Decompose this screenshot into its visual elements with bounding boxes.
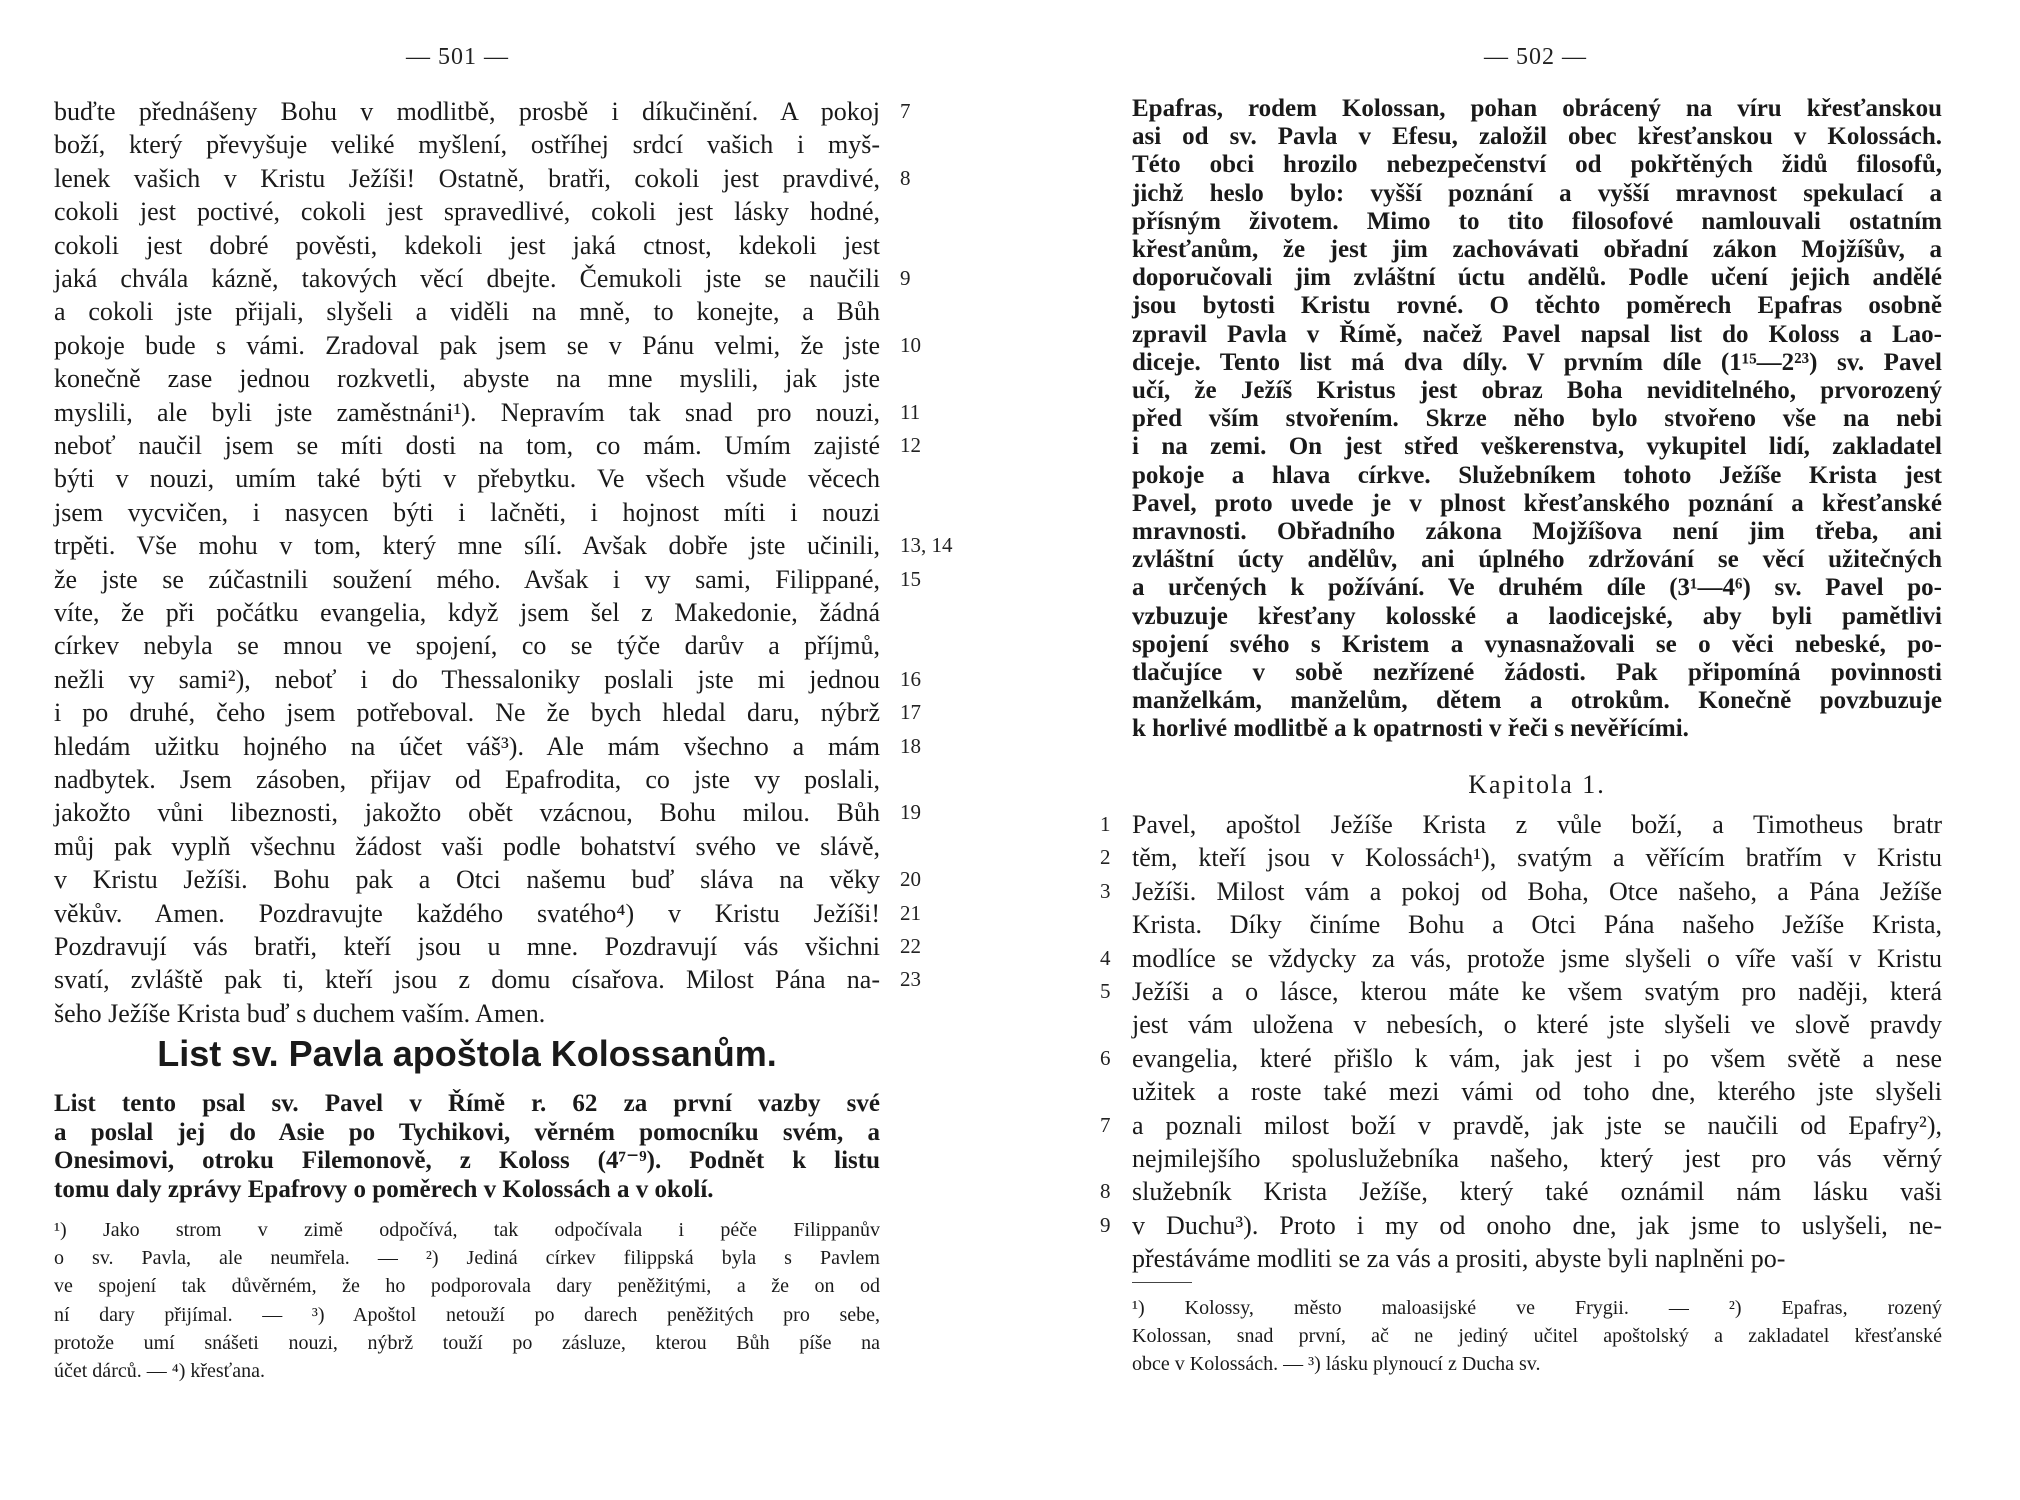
page-number-502: — 502 — — [1484, 44, 1587, 70]
text-line — [54, 496, 880, 529]
preface-line — [1132, 236, 1942, 264]
text-line — [54, 195, 880, 228]
text-line — [54, 997, 880, 1030]
text-line-text: Ježíši a o lásce, kterou máte ke všem svatým pro naději, která — [1132, 977, 1942, 1006]
verse-number: 19 — [900, 800, 921, 825]
text-line — [1132, 1175, 1942, 1208]
page-number-501: — 501 — — [406, 44, 509, 70]
text-line — [54, 663, 880, 696]
epistle-heading: List sv. Pavla apoštola Kolossanům. — [157, 1033, 777, 1074]
text-line — [1132, 1242, 1942, 1275]
verse-number: 11 — [900, 399, 921, 424]
preface-line-text: zvláštní úcty andělův, ani úplného zdržování se věcí užitečných — [1132, 546, 1942, 574]
text-line — [54, 262, 880, 295]
preface-line — [1132, 180, 1942, 208]
preface-line-text: vzbuzuje křesťany kolosské a laodicejské, aby byli pamětlivi — [1132, 602, 1942, 630]
text-line — [54, 162, 880, 195]
text-line-text: svatí, zvláště pak ti, kteří jsou z domu císařova. Milost Pána na- — [54, 965, 880, 995]
verse-number: 13, 14 — [900, 533, 953, 558]
verse-number: 8 — [1100, 1179, 1111, 1204]
text-line-text: býti v nouzi, umím také býti v přebytku. Ve všech všude věcech — [54, 464, 880, 494]
text-line-text: myslili, ale byli jste zaměstnáni¹). Nepravím tak snad pro nouzi, — [54, 397, 880, 427]
footnote-line-text: ¹) Jako strom v zimě odpočívá, tak odpočívala i péče Filippanův — [54, 1219, 880, 1241]
verse-number: 15 — [900, 566, 921, 591]
preface-line — [1132, 574, 1942, 602]
preface-line — [1132, 264, 1942, 292]
text-line — [54, 830, 880, 863]
text-line-text: že jste se zúčastnili soužení mého. Avšak i vy sami, Filippané, — [54, 564, 880, 594]
text-line-text: i po druhé, čeho jsem potřeboval. Ne že bych hledal daru, nýbrž — [54, 698, 880, 728]
footnote-separator — [1132, 1282, 1192, 1283]
text-line-text: cokoli jest poctivé, cokoli jest spravedlivé, cokoli jest lásky hodné, — [54, 197, 880, 227]
text-line — [54, 329, 880, 362]
preface-line — [1132, 321, 1942, 349]
footnote-line-text: ¹) Kolossy, město maloasijské ve Frygii. — ²) Epafras, rozený — [1132, 1297, 1942, 1319]
text-line-text: Pozdravují vás bratři, kteří jsou u mne. Pozdravují vás všichni — [54, 932, 880, 961]
text-line — [54, 696, 880, 729]
text-line-text: užitek a roste také mezi vámi od toho dne, kterého jste slyšeli — [1132, 1077, 1942, 1107]
preface-line-text: asi od sv. Pavla v Efesu, založil obec křesťanskou v Kolossách. — [1132, 123, 1942, 151]
footnote-line — [1132, 1323, 1942, 1350]
preface-line — [1132, 151, 1942, 179]
preface-line-text: jichž heslo bylo: vyšší poznání a vyšší mravnost spekulací a — [1132, 179, 1942, 207]
preface-line — [1132, 462, 1942, 490]
preface-line — [1132, 518, 1942, 546]
verse-number: 12 — [900, 433, 921, 457]
intro-line — [54, 1090, 880, 1118]
verse-number: 23 — [900, 967, 921, 992]
text-line-text: těm, kteří jsou v Kolossách¹), svatým a věřícím bratřím v Kristu — [1132, 843, 1942, 873]
intro-line-text: List tento psal sv. Pavel v Římě r. 62 za první vazby své — [54, 1090, 880, 1117]
intro-line — [54, 1119, 880, 1147]
footnote-line-text: o sv. Pavla, ale neumřela. — ²) Jediná církev filippská byla s Pavlem — [54, 1247, 880, 1270]
verse-number: 7 — [1100, 1112, 1111, 1137]
preface-line-text: a určených k požívání. Ve druhém díle (3¹—4⁶) sv. Pavel po- — [1132, 574, 1942, 602]
text-line-text: služebník Krista Ježíše, který také oznámil nám lásku vaši — [1132, 1177, 1942, 1207]
text-line — [1132, 1075, 1942, 1108]
text-line — [1132, 1142, 1942, 1175]
verse-number: 10 — [900, 332, 921, 357]
text-line — [54, 596, 880, 629]
preface-line — [1132, 405, 1942, 433]
text-line-text: pokoje bude s vámi. Zradoval pak jsem se v Pánu velmi, že jste — [54, 330, 880, 360]
preface-line — [1132, 490, 1942, 518]
text-line — [1132, 1042, 1942, 1075]
footnote-line — [1132, 1351, 1942, 1378]
intro-line-text: tomu daly zprávy Epafrovy o poměrech v Kolossách a v okolí. — [54, 1175, 714, 1203]
text-line-text: šeho Ježíše Krista buď s duchem vaším. Amen. — [54, 998, 546, 1028]
footnote-line — [54, 1245, 880, 1272]
intro-line — [54, 1147, 880, 1175]
text-line-text: Ježíši. Milost vám a pokoj od Boha, Otce našeho, a Pána Ježíše — [1132, 876, 1942, 906]
preface-line-text: zpravil Pavla v Římě, načež Pavel napsal list do Koloss a Lao- — [1132, 320, 1942, 348]
preface-line-text: jsou bytosti Kristu rovné. O těchto poměrech Epafras osobně — [1132, 292, 1942, 320]
verse-number: 3 — [1100, 878, 1111, 903]
preface-line-text: Pavel, proto uvede je v plnost křesťanského poznání a křesťanské — [1132, 489, 1942, 517]
verse-number: 17 — [900, 700, 921, 725]
footnote-line — [54, 1273, 880, 1300]
text-line-text: můj pak vyplň všechnu žádost vaši podle bohatství svého ve slávě, — [54, 831, 880, 861]
text-line-text: trpěti. Vše mohu v tom, který mne sílí. Avšak dobře jste učinili, — [54, 531, 880, 561]
preface-line-text: manželkám, manželům, dětem a otrokům. Konečně povzbuzuje — [1132, 687, 1942, 715]
text-line-text: nadbytek. Jsem zásoben, přijav od Epafrodita, co jste vy poslali, — [54, 765, 880, 794]
preface-line-text: doporučovali jim zvláštní úctu andělů. Podle učení jejich andělé — [1132, 264, 1942, 292]
preface-line — [1132, 715, 1942, 743]
text-line — [1132, 942, 1942, 975]
preface-line — [1132, 377, 1942, 405]
verse-number: 7 — [900, 99, 911, 123]
preface-line-text: mravnosti. Obřadního zákona Mojžíšova není jim třeba, ani — [1132, 518, 1942, 545]
footnote-line-text: ní dary přijímal. — ³) Apoštol netouží po darech peněžitých pro sebe, — [54, 1303, 880, 1326]
text-line — [54, 897, 880, 930]
text-line-text: neboť naučil jsem se míti dosti na tom, co mám. Umím zajisté — [54, 431, 880, 460]
preface-line-text: k horlivé modlitbě a k opatrnosti v řeči s nevěřícími. — [1132, 715, 1689, 743]
text-line — [1132, 908, 1942, 941]
text-line — [54, 229, 880, 262]
text-line-text: jest vám uložena v nebesích, o které jste slyšeli ve slově pravdy — [1132, 1010, 1942, 1040]
footnote-line-text: protože umí snášeti nouzi, nýbrž touží po zásluze, kterou Bůh píše na — [54, 1331, 880, 1354]
text-line — [54, 963, 880, 996]
preface-line-text: Této obci hrozilo nebezpečenství od pokřtěných židů filosofů, — [1132, 151, 1942, 179]
text-line-text: v Duchu³). Proto i my od onoho dne, jak jsme to uslyšeli, ne- — [1132, 1210, 1942, 1240]
text-line-text: hledám užitku hojného na účet váš³). Ale mám všechno a mám — [54, 731, 880, 761]
verse-number: 6 — [1100, 1045, 1111, 1070]
preface-line — [1132, 659, 1942, 687]
preface-line-text: před vším stvořením. Skrze něho bylo stvořeno vše na nebi — [1132, 405, 1942, 433]
text-line — [54, 429, 880, 462]
verse-number: 16 — [900, 666, 921, 691]
text-line — [1132, 1109, 1942, 1142]
text-line — [54, 462, 880, 495]
preface-line-text: přísným životem. Mimo to tito filosofové namlouvali ostatním — [1132, 207, 1942, 235]
intro-line-text: Onesimovi, otroku Filemonově, z Koloss (4⁷⁻⁹). Podnět k listu — [54, 1147, 880, 1174]
text-line-text: jsem vycvičen, i nasycen býti i lačněti, i hojnost míti i nouzi — [54, 497, 880, 527]
footnote-line — [54, 1217, 880, 1244]
text-line — [1132, 975, 1942, 1008]
verse-number: 8 — [900, 165, 911, 190]
intro-line-text: a poslal jej do Asie po Tychikovi, věrném pomocníku svém, a — [54, 1118, 880, 1146]
text-line-text: konečně zase jednou rozkvetli, abyste na mne myslili, jak jste — [54, 364, 880, 394]
preface-line-text: křesťanům, že jest jim zachovávati obřadní zákon Mojžíšův, a — [1132, 236, 1942, 263]
text-line-text: v Kristu Ježíši. Bohu pak a Otci našemu buď sláva na věky — [54, 865, 880, 895]
text-line — [54, 128, 880, 161]
text-line-text: a poznali milost boží v pravdě, jak jste se naučili od Epafry²), — [1132, 1110, 1942, 1140]
text-line — [54, 529, 880, 562]
footnote-line-text: obce v Kolossách. — ³) lásku plynoucí z Ducha sv. — [1132, 1353, 1541, 1375]
text-line-text: modlíce se vždycky za vás, protože jsme slyšeli o víře vaší v Kristu — [1132, 943, 1942, 973]
text-line — [54, 629, 880, 662]
verse-number: 9 — [1100, 1212, 1111, 1237]
preface-line — [1132, 546, 1942, 574]
text-line-text: věkův. Amen. Pozdravujte každého svatého⁴) v Kristu Ježíši! — [54, 898, 880, 928]
verse-number: 4 — [1100, 945, 1111, 970]
text-line-text: nejmilejšího spoluslužebníka našeho, který jest pro vás věrný — [1132, 1144, 1942, 1173]
text-line-text: buďte přednášeny Bohu v modlitbě, prosbě i díkučinění. A pokoj — [54, 97, 880, 126]
verse-number: 21 — [900, 900, 921, 925]
verse-number: 5 — [1100, 979, 1111, 1003]
text-line-text: jaká chvála kázně, takových věcí dbejte. Čemukoli jste se naučili — [54, 264, 880, 293]
text-line — [54, 362, 880, 395]
preface-line — [1132, 349, 1942, 377]
text-line-text: boží, který převyšuje veliké myšlení, ostříhej srdcí vašich i myš- — [54, 130, 880, 160]
text-line — [54, 396, 880, 429]
preface-line-text: učí, že Ježíš Kristus jest obraz Boha neviditelného, prvorozený — [1132, 377, 1942, 404]
text-line — [1132, 875, 1942, 908]
text-line — [54, 796, 880, 829]
verse-number: 2 — [1100, 845, 1111, 870]
intro-line — [54, 1176, 880, 1204]
preface-line-text: tlačujíce v sobě nezřízené žádosti. Pak připomíná povinnosti — [1132, 659, 1942, 686]
verse-number: 22 — [900, 934, 921, 958]
text-line — [54, 863, 880, 896]
preface-line — [1132, 95, 1942, 123]
verse-number: 9 — [900, 266, 911, 290]
preface-line — [1132, 433, 1942, 461]
text-line — [1132, 841, 1942, 874]
chapter-title: Kapitola 1. — [1468, 770, 1606, 799]
preface-line — [1132, 603, 1942, 631]
text-line — [1132, 1209, 1942, 1242]
preface-line — [1132, 292, 1942, 320]
verse-number: 1 — [1100, 812, 1111, 836]
verse-number: 20 — [900, 867, 921, 892]
text-line-text: jakožto vůni libeznosti, jakožto obět vzácnou, Bohu milou. Bůh — [54, 798, 880, 828]
footnote-line-text: ve spojení tak důvěrném, že ho podporovala dary peněžitými, a že on od — [54, 1275, 880, 1298]
footnote-line — [54, 1358, 880, 1385]
preface-line — [1132, 631, 1942, 659]
footnote-line — [54, 1330, 880, 1357]
text-line-text: přestáváme modliti se za vás a prositi, abyste byli naplněni po- — [1132, 1244, 1786, 1274]
text-line — [54, 95, 880, 128]
text-line-text: Pavel, apoštol Ježíše Krista z vůle boží, a Timotheus bratr — [1132, 810, 1942, 839]
preface-line-text: diceje. Tento list má dva díly. V prvním díle (1¹⁵—2²³) sv. Pavel — [1132, 348, 1942, 376]
footnote-line — [1132, 1295, 1942, 1322]
text-line — [54, 763, 880, 796]
text-line-text: lenek vašich v Kristu Ježíši! Ostatně, bratři, cokoli jest pravdivé, — [54, 163, 880, 193]
text-line — [54, 563, 880, 596]
verse-number: 18 — [900, 733, 921, 758]
text-line-text: nežli vy sami²), neboť i do Thessaloniky poslali jste mi jednou — [54, 664, 880, 694]
text-line — [54, 730, 880, 763]
text-line-text: cokoli jest dobré pověsti, kdekoli jest jaká ctnost, kdekoli jest — [54, 230, 880, 260]
text-line-text: a cokoli jste přijali, slyšeli a viděli na mně, to konejte, a Bůh — [54, 297, 880, 327]
preface-line-text: Epafras, rodem Kolossan, pohan obrácený na víru křesťanskou — [1132, 95, 1942, 122]
text-line — [54, 295, 880, 328]
text-line — [1132, 808, 1942, 841]
text-line-text: víte, že při počátku evangelia, když jsem šel z Makedonie, žádná — [54, 598, 880, 627]
preface-line-text: i na zemi. On jest střed veškerenstva, vykupitel lidí, zakladatel — [1132, 433, 1942, 461]
footnote-line-text: účet dárců. — ⁴) křesťana. — [54, 1360, 265, 1382]
preface-line — [1132, 123, 1942, 151]
footnote-line — [54, 1302, 880, 1329]
text-line — [54, 930, 880, 963]
preface-line-text: spojení svého s Kristem a vynasnažovali se o věci nebeské, po- — [1132, 630, 1942, 658]
text-line-text: evangelia, které přišlo k vám, jak jest i po všem světě a nese — [1132, 1043, 1942, 1073]
text-line-text: církev nebyla se mnou ve spojení, co se týče darův a příjmů, — [54, 631, 880, 661]
preface-line — [1132, 208, 1942, 236]
preface-line-text: pokoje a hlava církve. Služebníkem tohoto Ježíše Krista jest — [1132, 461, 1942, 489]
text-line-text: Krista. Díky činíme Bohu a Otci Pána našeho Ježíše Krista, — [1132, 910, 1942, 940]
preface-line — [1132, 687, 1942, 715]
text-line — [1132, 1008, 1942, 1041]
footnote-line-text: Kolossan, snad první, ač ne jediný učitel apoštolský a zakladatel křesťanské — [1132, 1325, 1942, 1347]
